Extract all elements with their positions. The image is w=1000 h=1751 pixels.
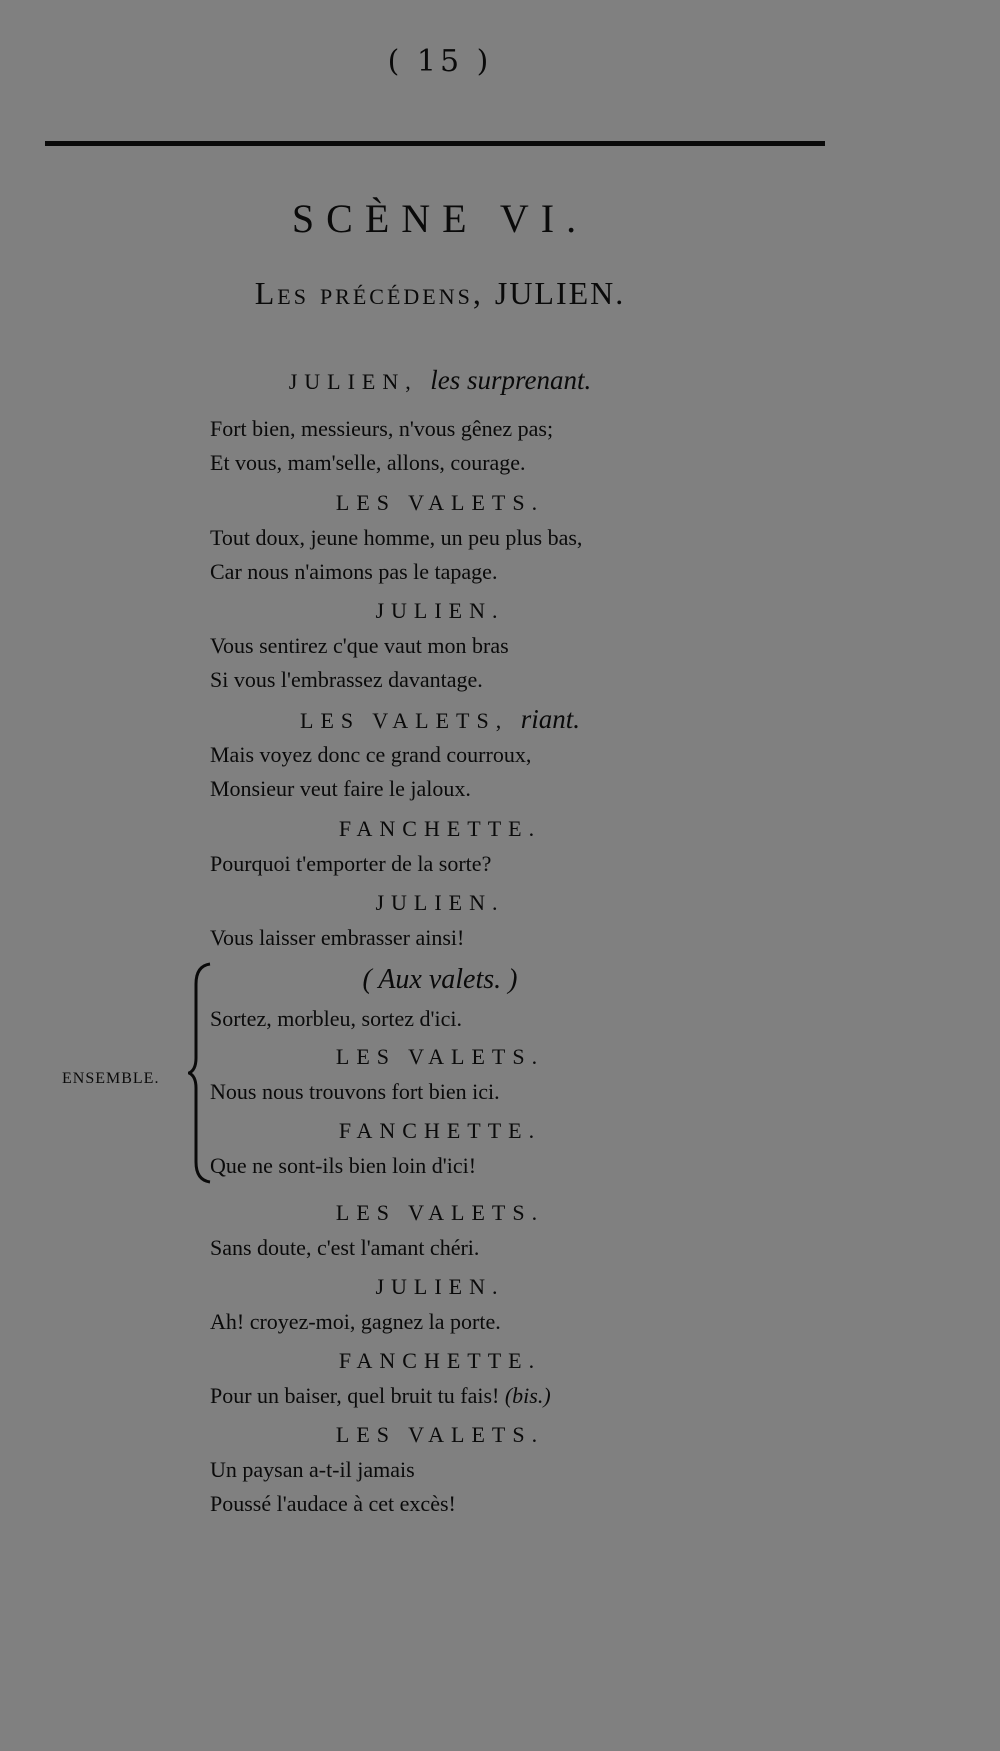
- verse-line: Vous laisser embrasser ainsi!: [210, 925, 465, 950]
- stage-direction: riant.: [520, 704, 580, 734]
- verse-line: Ah! croyez-moi, gagnez la porte.: [210, 1309, 501, 1334]
- speaker-julien-1: [0, 365, 880, 396]
- verse-line: Car nous n'aimons pas le tapage.: [210, 559, 498, 584]
- verse-line: Sans doute, c'est l'amant chéri.: [210, 1235, 480, 1260]
- verse-line: Monsieur veut faire le jaloux.: [210, 776, 471, 801]
- page-number: ( 15 ): [387, 44, 493, 79]
- verse-line: Fort bien, messieurs, n'vous gênez pas;: [210, 416, 554, 441]
- speaker-julien-4: JULIEN.: [375, 1274, 505, 1299]
- characters-name: JULIEN.: [494, 275, 626, 311]
- speaker-name: LES VALETS,: [300, 708, 521, 733]
- verse-line: [210, 1383, 551, 1409]
- speaker-fanchette-2: FANCHETTE.: [338, 1118, 542, 1143]
- verse-text: Pour un baiser, quel bruit tu fais!: [210, 1383, 505, 1408]
- verse-line: Pourquoi t'emporter de la sorte?: [210, 851, 492, 876]
- speaker-name: JULIEN,: [288, 369, 431, 394]
- speaker-valets-4: LES VALETS.: [335, 1200, 545, 1225]
- verse-line: Nous nous trouvons fort bien ici.: [210, 1079, 500, 1104]
- verse-line: Mais voyez donc ce grand courroux,: [210, 742, 532, 767]
- verse-line: Poussé l'audace à cet excès!: [210, 1491, 456, 1516]
- speaker-julien-2: JULIEN.: [375, 598, 505, 623]
- verse-line: Tout doux, jeune homme, un peu plus bas,: [210, 525, 583, 550]
- verse-line: Si vous l'embrassez davantage.: [210, 667, 483, 692]
- speaker-fanchette-3: FANCHETTE.: [338, 1348, 542, 1373]
- stage-direction-aux-valets: ( Aux valets. ): [362, 964, 518, 995]
- characters-line: [0, 275, 880, 312]
- scene-title: SCÈNE VI.: [291, 196, 589, 241]
- speaker-fanchette-1: FANCHETTE.: [338, 816, 542, 841]
- verse-line: Vous sentirez c'que vaut mon bras: [210, 633, 509, 658]
- verse-line: Un paysan a-t-il jamais: [210, 1457, 415, 1482]
- verse-line: Que ne sont-ils bien loin d'ici!: [210, 1153, 477, 1178]
- characters-prefix: Les précédens,: [254, 275, 495, 311]
- verse-line: Et vous, mam'selle, allons, courage.: [210, 450, 526, 475]
- ensemble-label: ENSEMBLE.: [62, 1070, 160, 1087]
- speaker-valets-3: LES VALETS.: [335, 1044, 545, 1069]
- header-rule: [45, 141, 825, 146]
- speaker-julien-3: JULIEN.: [375, 890, 505, 915]
- speaker-valets-5: LES VALETS.: [335, 1422, 545, 1447]
- speaker-valets-2: [0, 704, 880, 735]
- verse-line: Sortez, morbleu, sortez d'ici.: [210, 1006, 463, 1031]
- bis-marker: (bis.): [504, 1383, 551, 1408]
- stage-direction: les surprenant.: [430, 365, 592, 395]
- speaker-valets-1: LES VALETS.: [335, 490, 545, 515]
